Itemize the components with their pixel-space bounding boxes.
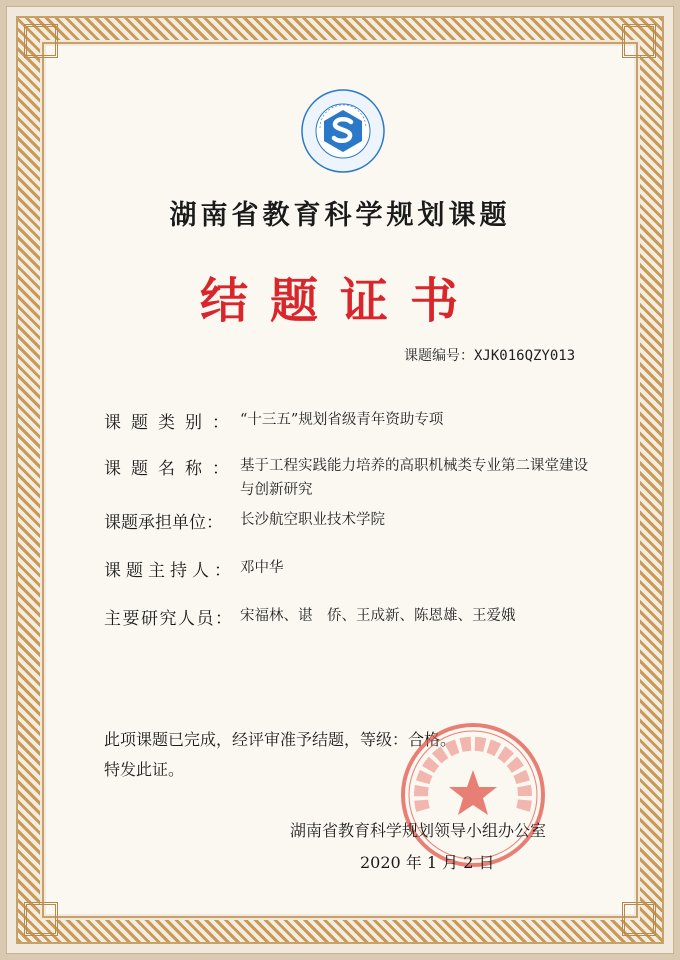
issuing-office: 湖南省教育科学规划领导小组办公室 bbox=[290, 821, 547, 840]
field-value: 宋福林、谌 侨、王成新、陈恩雄、王爱娥 bbox=[240, 608, 516, 624]
issue-date: 2020 年 1 月 2 日 bbox=[360, 853, 495, 872]
field-label: 课题名称： bbox=[104, 459, 239, 479]
serial-value: XJK016QZY013 bbox=[474, 348, 576, 364]
field-value: 基于工程实践能力培养的高职机械类专业第二课堂建设与创新研究 bbox=[240, 458, 588, 498]
project-serial bbox=[404, 345, 575, 365]
corner-ornament-bottom-left bbox=[24, 902, 58, 936]
official-seal-icon bbox=[398, 720, 548, 870]
field-value: “十三五”规划省级青年资助专项 bbox=[240, 412, 444, 428]
field-row-host bbox=[104, 556, 600, 581]
field-label: 课题主持人： bbox=[104, 561, 236, 581]
field-label: 课题承担单位： bbox=[104, 513, 223, 533]
certificate-title: 湖南省教育科学规划课题 bbox=[169, 200, 511, 231]
corner-ornament-top-left bbox=[24, 24, 58, 58]
corner-ornament-bottom-right bbox=[622, 902, 656, 936]
certificate-subtitle: 结题证书 bbox=[199, 273, 480, 329]
statement-line-2: 特发此证。 bbox=[104, 760, 185, 779]
education-science-planning-logo-icon bbox=[300, 88, 386, 174]
serial-label: 课题编号： bbox=[404, 348, 474, 364]
corner-ornament-top-right bbox=[622, 24, 656, 58]
field-row-institution bbox=[104, 508, 600, 533]
field-value: 长沙航空职业技术学院 bbox=[240, 512, 385, 528]
field-value: 邓中华 bbox=[240, 560, 284, 576]
field-label: 课题类别： bbox=[104, 413, 239, 433]
field-row-researchers bbox=[104, 604, 600, 629]
field-label: 主要研究人员： bbox=[104, 609, 234, 629]
statement-line-1: 此项课题已完成，经评审准予结题，等级：合格。 bbox=[104, 730, 457, 749]
field-row-category bbox=[104, 408, 600, 433]
field-row-title bbox=[104, 454, 600, 502]
